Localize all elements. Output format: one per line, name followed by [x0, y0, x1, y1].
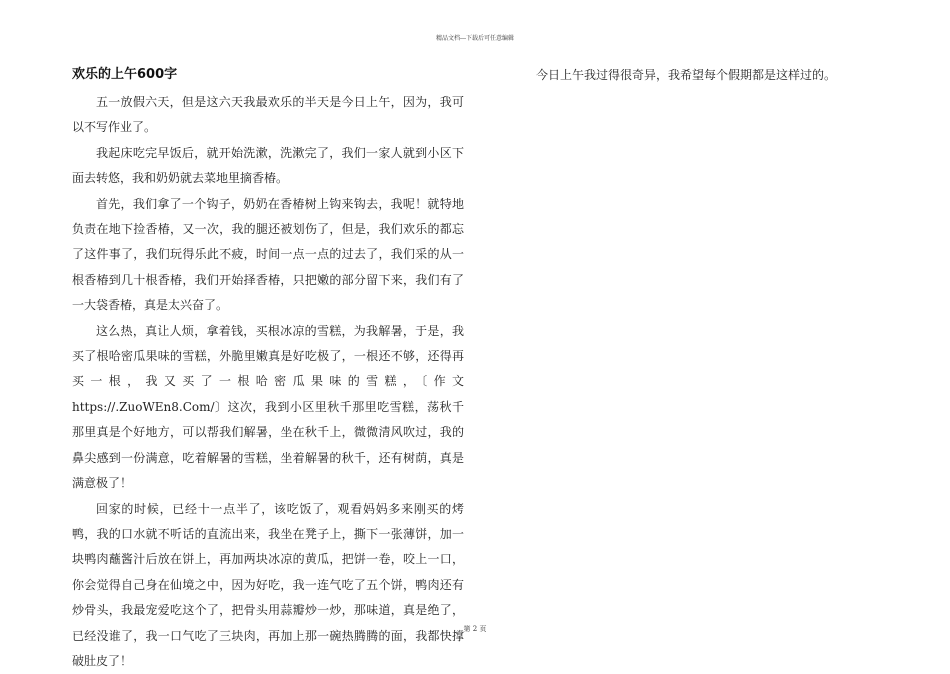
page-number: 第 2 页	[0, 624, 950, 634]
paragraph-continuation: 今日上午我过得很奇异，我希望每个假期都是这样过的。	[512, 66, 892, 84]
article-right-column	[512, 66, 892, 84]
paragraph-2: 我起床吃完早饭后，就开始洗漱，洗漱完了，我们一家人就到小区下面去转悠，我和奶奶就去菜地里摘香椿。	[72, 141, 464, 192]
paragraph-1: 五一放假六天，但是这六天我最欢乐的半天是今日上午，因为，我可以不写作业了。	[72, 90, 464, 141]
page-header: 精品文档---下载后可任意编辑	[0, 33, 950, 42]
paragraph-4: 这么热，真让人烦，拿着钱，买根冰凉的雪糕，为我解暑，于是，我买了根哈密瓜果味的雪糕，外脆里嫩真是好吃极了，一根还不够，还得再买一根，我又买了一根哈密瓜果味的雪糕，〔作文https://.ZuoWEn8.Com/〕这次，我到小区里秋千那里吃雪糕，荡秋千那里真是个好地方，可以帮我们解暑，坐在秋千上，微微清风吹过，我的鼻尖感到一份满意，吃着解暑的雪糕，坐着解暑的秋千，还有树荫，真是满意极了！	[72, 319, 464, 497]
paragraph-5: 回家的时候，已经十一点半了，该吃饭了，观看妈妈多来刚买的烤鸭，我的口水就不听话的直流出来，我坐在凳子上，撕下一张薄饼，加一块鸭肉蘸酱汁后放在饼上，再加两块冰凉的黄瓜，把饼一卷，咬上一口，你会觉得自己身在仙境之中，因为好吃，我一连气吃了五个饼，鸭肉还有炒骨头，我最宠爱吃这个了，把骨头用蒜瓣炒一炒，那味道，真是绝了，已经没谁了，我一口气吃了三块肉，再加上那一碗热腾腾的面，我都快撑破肚皮了！	[72, 497, 464, 674]
article-left-column	[72, 66, 464, 674]
paragraph-3: 首先，我们拿了一个钩子，奶奶在香椿树上钩来钩去，我呢！就特地负责在地下捡香椿，又一次，我的腿还被划伤了，但是，我们欢乐的都忘了这件事了，我们玩得乐此不疲，时间一点一点的过去了，我们采的从一根香椿到几十根香椿，我们开始择香椿，只把嫩的部分留下来，我们有了一大袋香椿，真是太兴奋了。	[72, 192, 464, 319]
article-title: 欢乐的上午600字	[72, 66, 464, 84]
